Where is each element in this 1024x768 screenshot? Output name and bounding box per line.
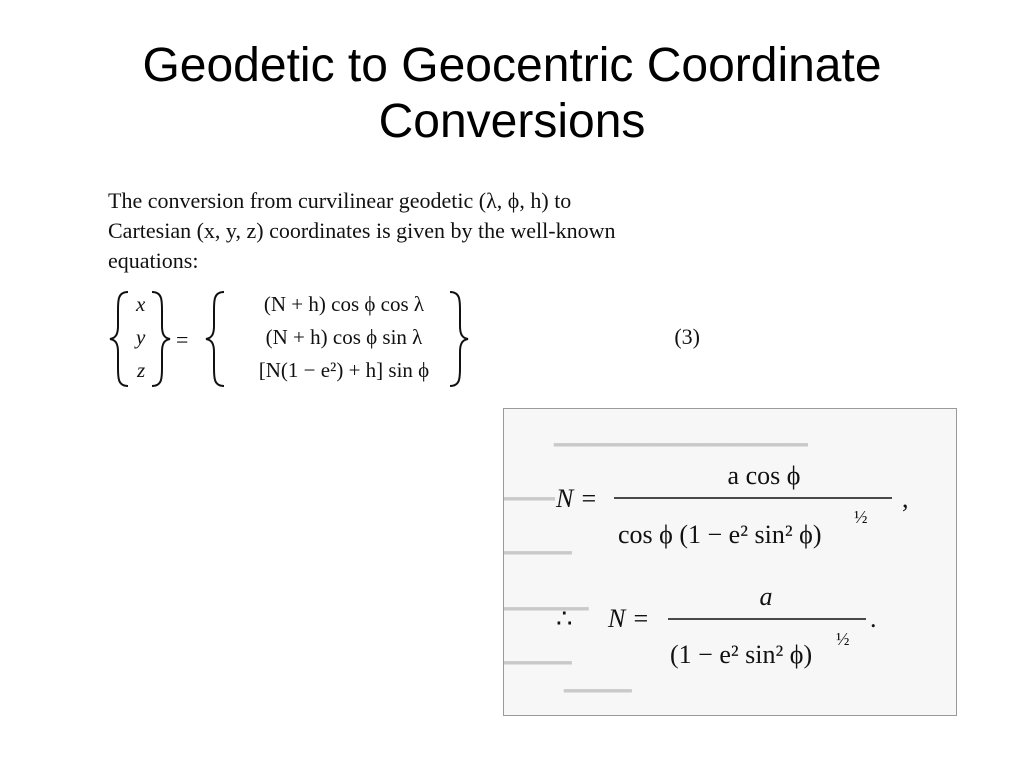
right-brace-close <box>450 292 468 386</box>
rhs-row-1: (N + h) cos ϕ cos λ <box>263 292 425 316</box>
slide-title-line1: Geodetic to Geocentric Coordinate <box>142 39 882 92</box>
eq1-lhs: N = <box>556 484 598 513</box>
equation-3-svg <box>108 286 708 391</box>
eq2-exponent: ½ <box>836 629 850 649</box>
equation-3 <box>108 286 708 391</box>
eq2-trail: . <box>870 604 877 633</box>
slide-title-line2: Conversions <box>378 95 646 148</box>
bleed-through-background: ▁▁▁▁▁▁▁▁▁▁▁▁▁▁▁ ▁▁▁ ▁▁▁▁ ▁▁▁▁▁ ▁▁▁▁ ▁▁▁▁ <box>504 421 808 692</box>
left-brace-open <box>110 292 128 386</box>
rhs-row-3: [N(1 − e²) + h] sin ϕ <box>258 358 430 382</box>
equals-sign: = <box>176 327 189 352</box>
eq1-denominator: cos ϕ (1 − e² sin² ϕ) <box>618 520 822 549</box>
eq2-denominator: (1 − e² sin² ϕ) <box>670 640 813 669</box>
n-formula-figure <box>503 408 957 716</box>
slide-title <box>0 38 1024 150</box>
eq2-therefore: ∴ <box>556 604 573 633</box>
intro-line-2: Cartesian (x, y, z) coordinates is given by the well-known <box>108 218 616 243</box>
intro-line-1: The conversion from curvilinear geodetic (λ, ϕ, h) to <box>108 188 572 213</box>
right-brace-open <box>206 292 224 386</box>
n-formula-svg <box>504 409 956 715</box>
lhs-z: z <box>137 358 146 382</box>
lhs-x: x <box>136 292 146 316</box>
rhs-row-2: (N + h) cos ϕ sin λ <box>265 325 423 349</box>
lhs-y: y <box>136 325 146 349</box>
left-brace-close <box>152 292 170 386</box>
eq1-numerator: a cos ϕ <box>727 461 801 490</box>
intro-paragraph <box>108 186 708 276</box>
eq1-exponent: ½ <box>854 507 868 527</box>
intro-line-3: equations: <box>108 248 199 273</box>
eq2-lhs: N = <box>608 604 650 633</box>
eq2-numerator: a <box>759 582 773 611</box>
equation-number: (3) <box>674 324 700 349</box>
eq1-trail: , <box>902 484 909 513</box>
